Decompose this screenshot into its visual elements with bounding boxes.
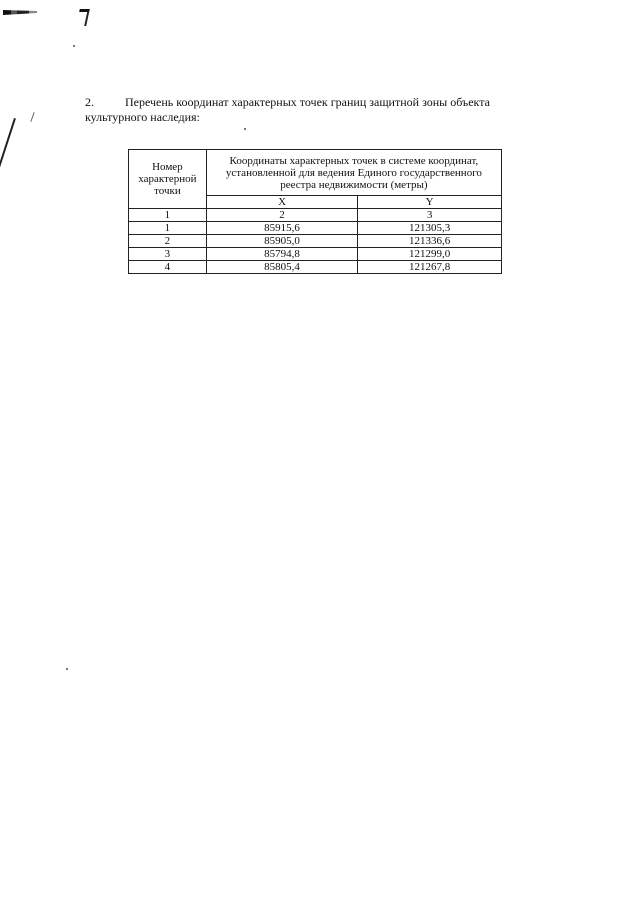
section-title: Перечень координат характерных точек границ защитной зоны объекта культурного наследия: (85, 95, 490, 124)
point-number: 4 (129, 261, 207, 274)
y-value: 121267,8 (358, 261, 502, 274)
column-number: 1 (129, 209, 207, 222)
table-row (129, 222, 502, 235)
header-y: Y (358, 196, 502, 209)
scan-artifact (0, 118, 16, 172)
scan-artifact (244, 128, 246, 130)
point-number: 3 (129, 248, 207, 261)
point-number: 2 (129, 235, 207, 248)
table-row (129, 235, 502, 248)
header-point-number: Номер характерной точки (129, 150, 207, 209)
point-number: 1 (129, 222, 207, 235)
section-heading (85, 95, 545, 125)
coordinates-table (128, 149, 502, 274)
column-number: 2 (206, 209, 358, 222)
header-x: X (206, 196, 358, 209)
y-value: 121336,6 (358, 235, 502, 248)
x-value: 85915,6 (206, 222, 358, 235)
section-number: 2. (85, 95, 94, 109)
x-value: 85805,4 (206, 261, 358, 274)
table-header-row (129, 150, 502, 196)
x-value: 85905,0 (206, 235, 358, 248)
column-number-row (129, 209, 502, 222)
x-value: 85794,8 (206, 248, 358, 261)
scan-artifact (73, 45, 75, 47)
scan-artifact (66, 668, 68, 670)
scan-artifact (76, 9, 90, 26)
header-coordinates: Координаты характерных точек в системе координат, установленной для ведения Единого государственного реестра недвижимости (метры) (206, 150, 501, 196)
scan-artifact (30, 112, 34, 122)
y-value: 121305,3 (358, 222, 502, 235)
table-row (129, 261, 502, 274)
y-value: 121299,0 (358, 248, 502, 261)
column-number: 3 (358, 209, 502, 222)
scan-artifact (3, 10, 37, 15)
table-row (129, 248, 502, 261)
